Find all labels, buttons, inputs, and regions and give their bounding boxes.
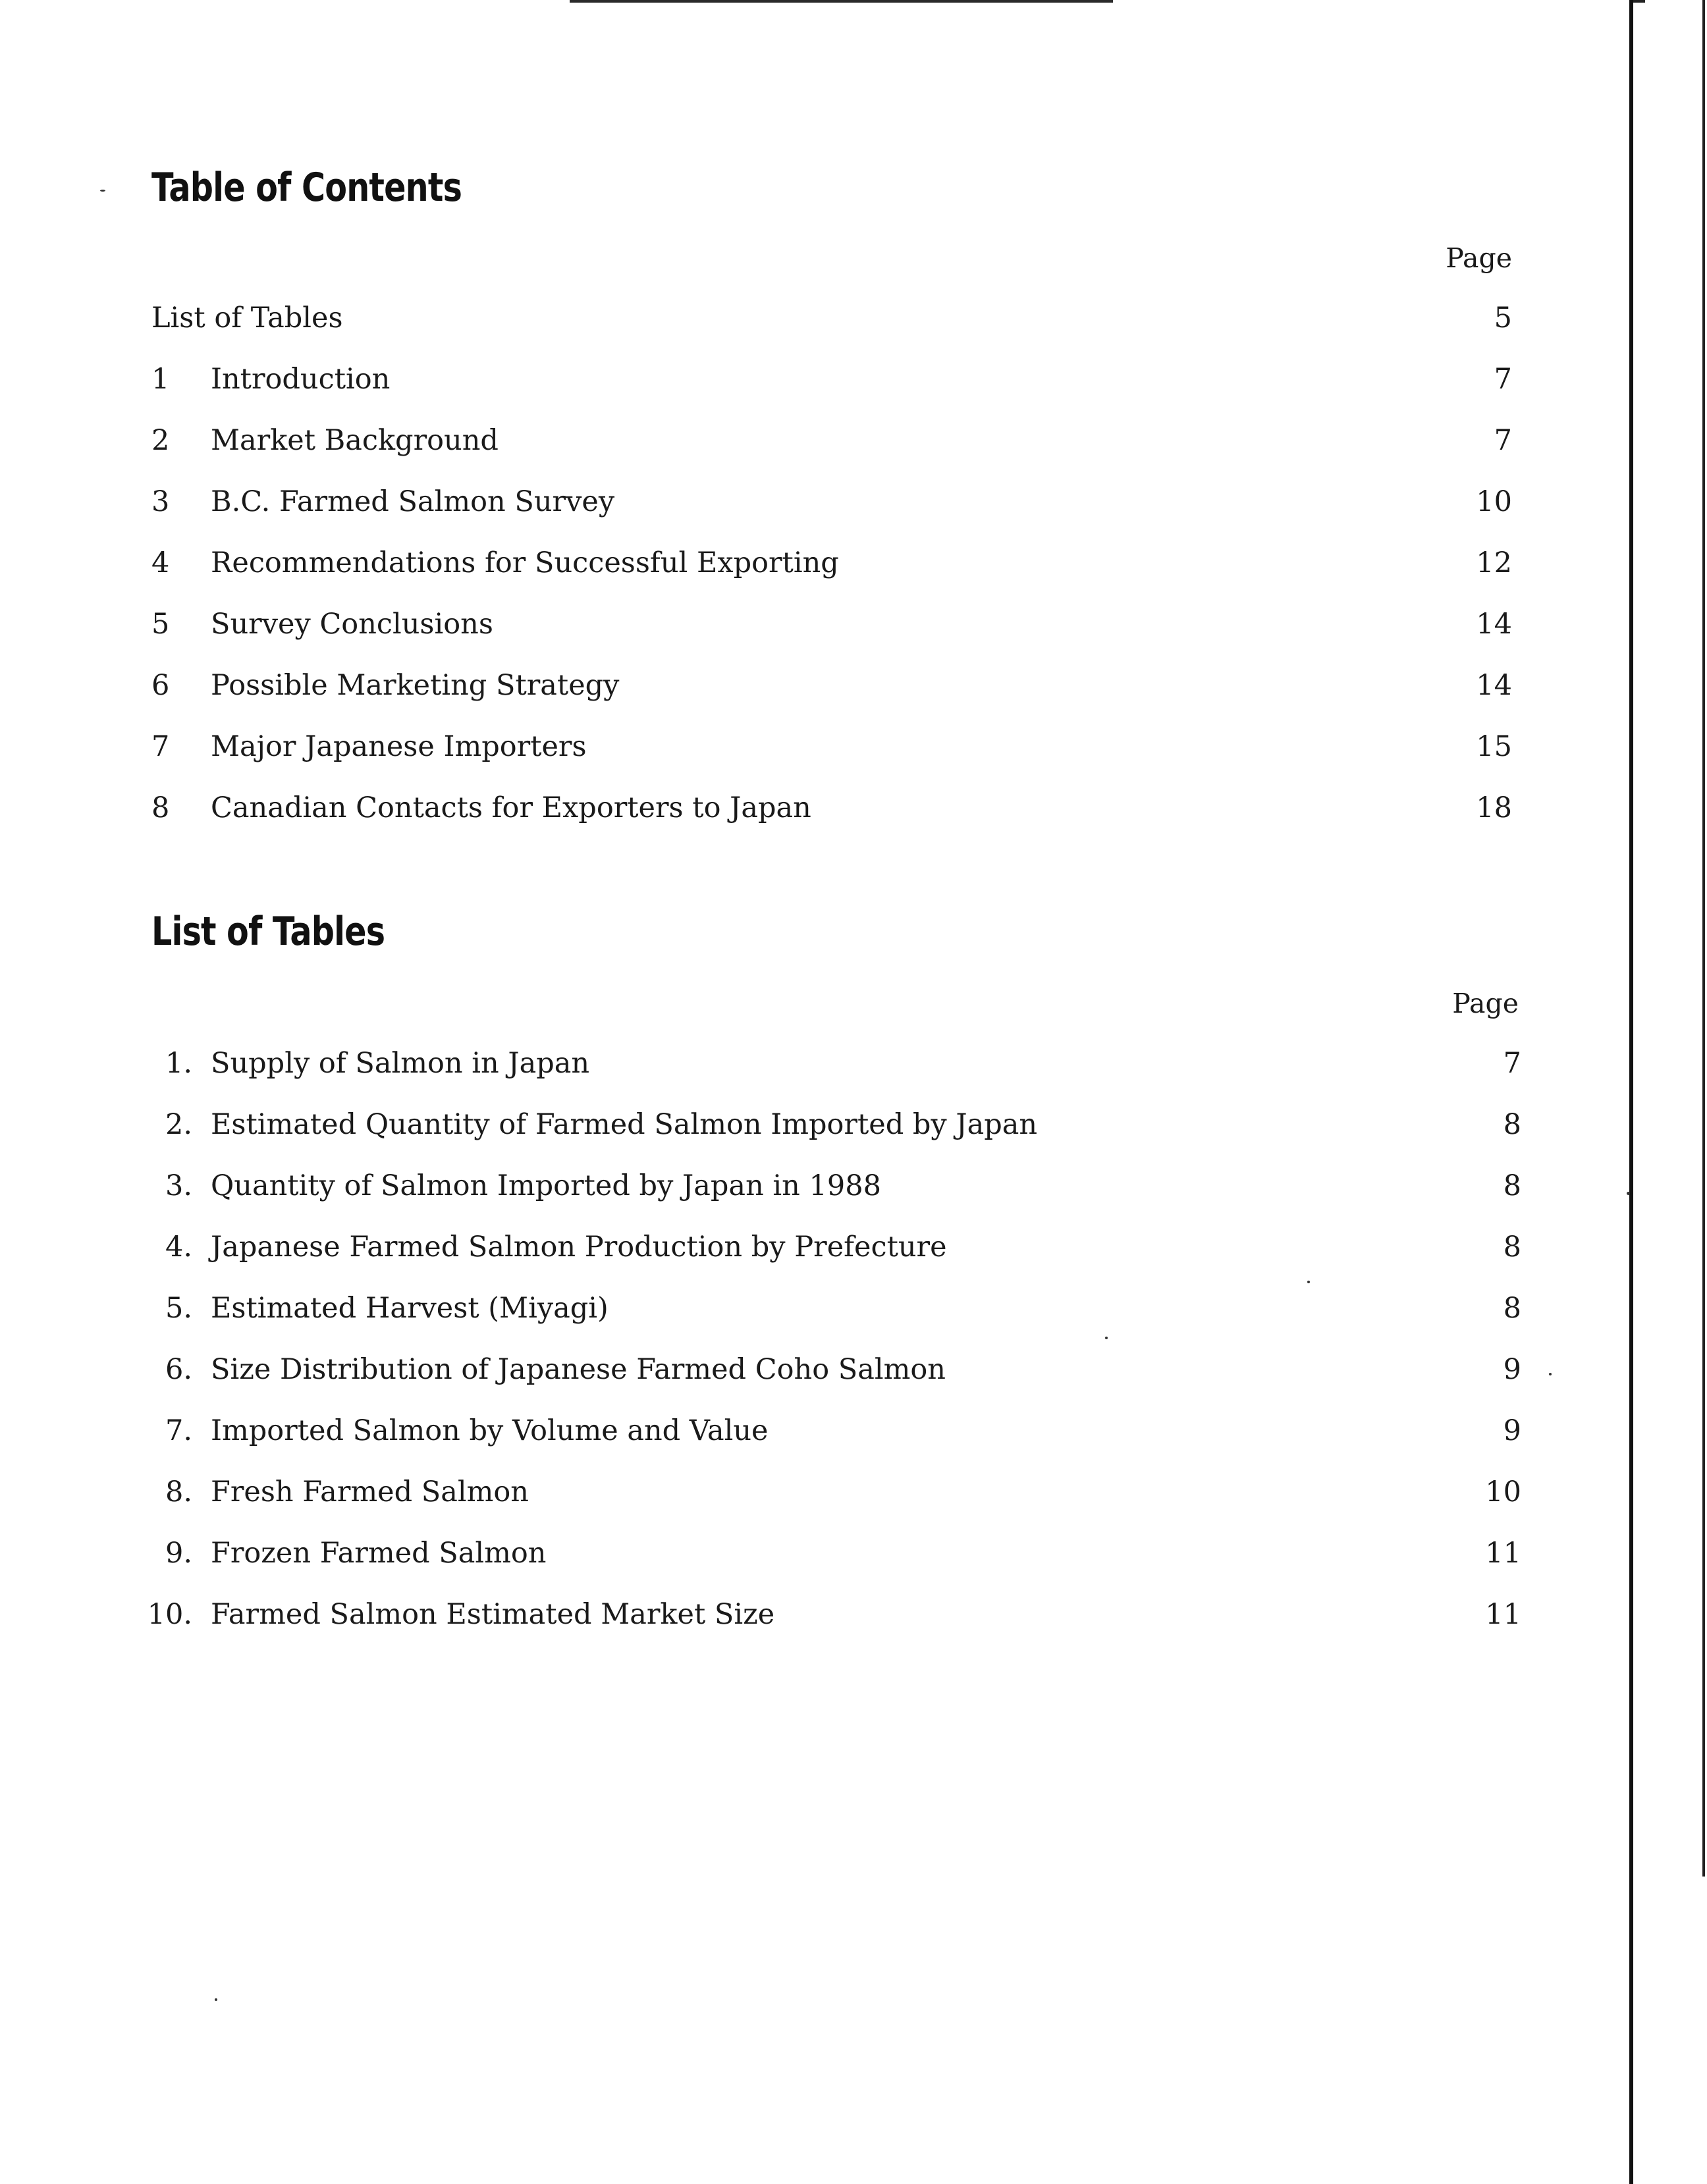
toc-entry-title: Introduction (211, 363, 391, 396)
table-entry-number: 5. (165, 1292, 192, 1325)
table-entry-page: 11 (1485, 1537, 1521, 1570)
toc-entry-number: 5 (151, 608, 170, 641)
table-entry-title: Supply of Salmon in Japan (211, 1047, 590, 1080)
toc-entry-page: 14 (1476, 669, 1512, 702)
table-entry[interactable] (0, 1598, 1707, 1638)
table-entry-page: 11 (1485, 1598, 1521, 1631)
toc-entry[interactable] (0, 424, 1707, 464)
table-entry-number: 9. (165, 1537, 192, 1570)
toc-entry-title: Major Japanese Importers (211, 730, 587, 763)
scan-speck (215, 1998, 217, 2001)
tables-page-column-header: Page (1452, 988, 1519, 1019)
toc-entry-title: Market Background (211, 424, 499, 457)
table-entry-number: 7. (165, 1414, 192, 1447)
table-entry[interactable] (0, 1169, 1707, 1209)
toc-entry-page: 14 (1476, 608, 1512, 641)
table-entry-title: Estimated Quantity of Farmed Salmon Imported by Japan (211, 1108, 1038, 1141)
table-entry-page: 10 (1485, 1476, 1521, 1508)
table-entry-page: 8 (1503, 1108, 1521, 1141)
scan-right-edge-outer (1702, 0, 1705, 1877)
toc-entry-page: 10 (1476, 485, 1512, 518)
table-entry[interactable] (0, 1047, 1707, 1086)
toc-entry-number: 1 (151, 363, 170, 396)
table-entry-page: 8 (1503, 1231, 1521, 1264)
scan-speck (1307, 1281, 1310, 1283)
toc-entry-title: B.C. Farmed Salmon Survey (211, 485, 615, 518)
table-entry[interactable] (0, 1537, 1707, 1576)
toc-entry-page: 15 (1476, 730, 1512, 763)
table-entry-title: Japanese Farmed Salmon Production by Prefecture (211, 1231, 947, 1264)
table-entry-number: 4. (165, 1231, 192, 1264)
scan-speck (100, 190, 105, 192)
scan-top-rule (570, 0, 1113, 3)
table-entry-title: Size Distribution of Japanese Farmed Coho Salmon (211, 1353, 946, 1386)
toc-entry-number: 3 (151, 485, 170, 518)
table-entry-number: 3. (165, 1169, 192, 1202)
table-entry-title: Fresh Farmed Salmon (211, 1476, 529, 1508)
toc-entry[interactable] (0, 485, 1707, 525)
table-entry-title: Frozen Farmed Salmon (211, 1537, 547, 1570)
toc-entry-title: List of Tables (151, 302, 343, 334)
toc-entry-number: 6 (151, 669, 170, 702)
table-entry-title: Quantity of Salmon Imported by Japan in 1988 (211, 1169, 881, 1202)
table-entry-page: 8 (1503, 1292, 1521, 1325)
table-entry-number: 6. (165, 1353, 192, 1386)
toc-entry-title: Survey Conclusions (211, 608, 493, 641)
table-entry[interactable] (0, 1292, 1707, 1331)
toc-entry[interactable] (0, 363, 1707, 402)
toc-heading: Table of Contents (151, 165, 462, 211)
toc-entry-page: 18 (1476, 791, 1512, 824)
toc-entry[interactable] (0, 302, 1707, 341)
toc-entry-number: 4 (151, 546, 170, 579)
table-entry[interactable] (0, 1231, 1707, 1270)
table-entry-page: 8 (1503, 1169, 1521, 1202)
toc-entry[interactable] (0, 730, 1707, 770)
table-entry-page: 9 (1503, 1414, 1521, 1447)
table-entry-title: Farmed Salmon Estimated Market Size (211, 1598, 775, 1631)
toc-entry-page: 12 (1476, 546, 1512, 579)
toc-entry-number: 8 (151, 791, 170, 824)
table-entry-number: 10. (147, 1598, 192, 1631)
toc-page-column-header: Page (1446, 242, 1512, 274)
scan-speck (1105, 1337, 1108, 1339)
toc-entry[interactable] (0, 608, 1707, 647)
toc-entry-title: Recommendations for Successful Exporting (211, 546, 839, 579)
table-entry-number: 1. (165, 1047, 192, 1080)
table-entry[interactable] (0, 1353, 1707, 1393)
table-entry-title: Estimated Harvest (Miyagi) (211, 1292, 609, 1325)
table-entry[interactable] (0, 1476, 1707, 1515)
table-entry-number: 8. (165, 1476, 192, 1508)
toc-entry-number: 2 (151, 424, 170, 457)
table-entry-page: 7 (1503, 1047, 1521, 1080)
toc-entry-page: 7 (1494, 363, 1512, 396)
table-entry[interactable] (0, 1414, 1707, 1454)
toc-entry-page: 7 (1494, 424, 1512, 457)
toc-entry[interactable] (0, 791, 1707, 831)
table-entry-title: Imported Salmon by Volume and Value (211, 1414, 769, 1447)
toc-entry[interactable] (0, 669, 1707, 708)
toc-entry-page: 5 (1494, 302, 1512, 334)
toc-entry-title: Possible Marketing Strategy (211, 669, 620, 702)
toc-entry[interactable] (0, 546, 1707, 586)
table-entry-page: 9 (1503, 1353, 1521, 1386)
table-entry[interactable] (0, 1108, 1707, 1148)
toc-entry-number: 7 (151, 730, 170, 763)
toc-entry-title: Canadian Contacts for Exporters to Japan (211, 791, 811, 824)
table-entry-number: 2. (165, 1108, 192, 1141)
list-of-tables-heading: List of Tables (151, 909, 385, 955)
